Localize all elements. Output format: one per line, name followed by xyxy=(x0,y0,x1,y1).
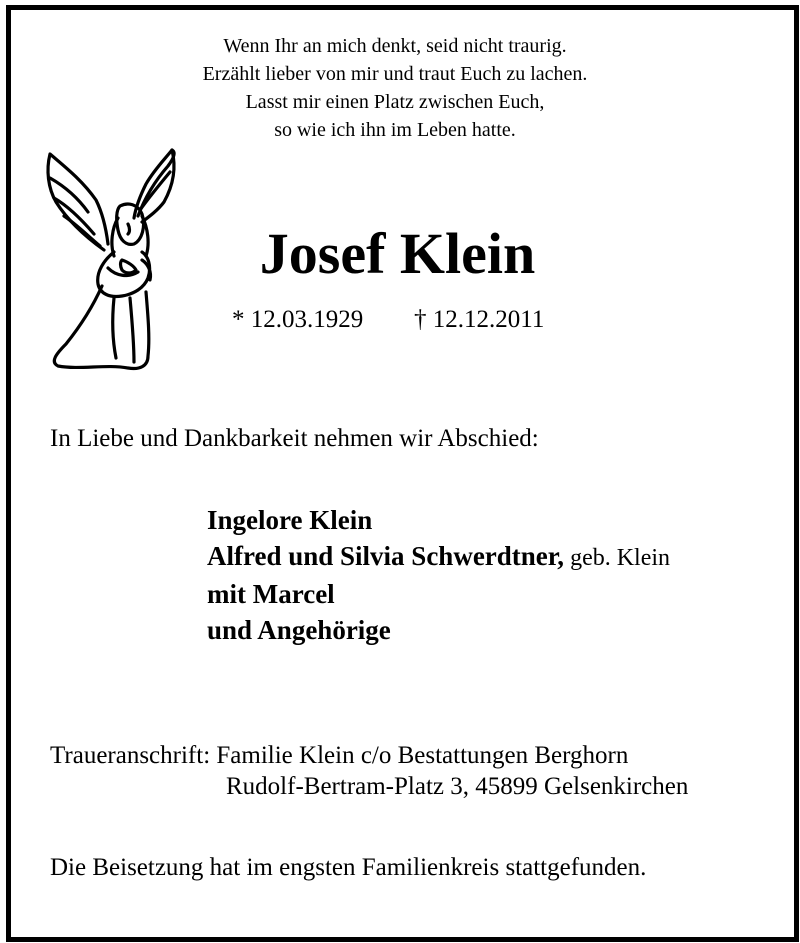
burial-note: Die Beisetzung hat im engsten Familienkreis stattgefunden. xyxy=(50,854,647,881)
angel-icon xyxy=(42,148,182,373)
verse-line: Erzählt lieber von mir und traut Euch zu lachen. xyxy=(202,63,588,85)
mourner-name: und Angehörige xyxy=(207,615,391,645)
mourner-row xyxy=(207,612,670,648)
mourner-row xyxy=(207,576,670,612)
mourner-row xyxy=(207,502,670,538)
address-line: Traueranschrift: Familie Klein c/o Bestattungen Berghorn xyxy=(50,742,629,769)
verse-line: Lasst mir einen Platz zwischen Euch, xyxy=(245,91,545,113)
mourner-row xyxy=(207,538,670,576)
mourner-name: Ingelore Klein xyxy=(207,505,373,535)
death-date: † 12.12.2011 xyxy=(414,306,545,333)
address-line: Rudolf-Bertram-Platz 3, 45899 Gelsenkirchen xyxy=(226,773,689,800)
mourner-name: mit Marcel xyxy=(207,579,335,609)
farewell-text: In Liebe und Dankbarkeit nehmen wir Abschied: xyxy=(50,425,539,452)
verse-line: so wie ich ihn im Leben hatte. xyxy=(274,119,516,141)
birth-date: * 12.03.1929 xyxy=(232,306,364,333)
mourning-address xyxy=(50,740,688,802)
mourner-name: Alfred und Silvia Schwerdtner, xyxy=(207,541,565,571)
memorial-verse xyxy=(150,32,640,144)
deceased-name: Josef Klein xyxy=(259,221,536,286)
verse-line: Wenn Ihr an mich denkt, seid nicht traurig. xyxy=(223,35,567,57)
mourners-list xyxy=(207,502,670,648)
mourner-suffix: geb. Klein xyxy=(564,545,671,571)
